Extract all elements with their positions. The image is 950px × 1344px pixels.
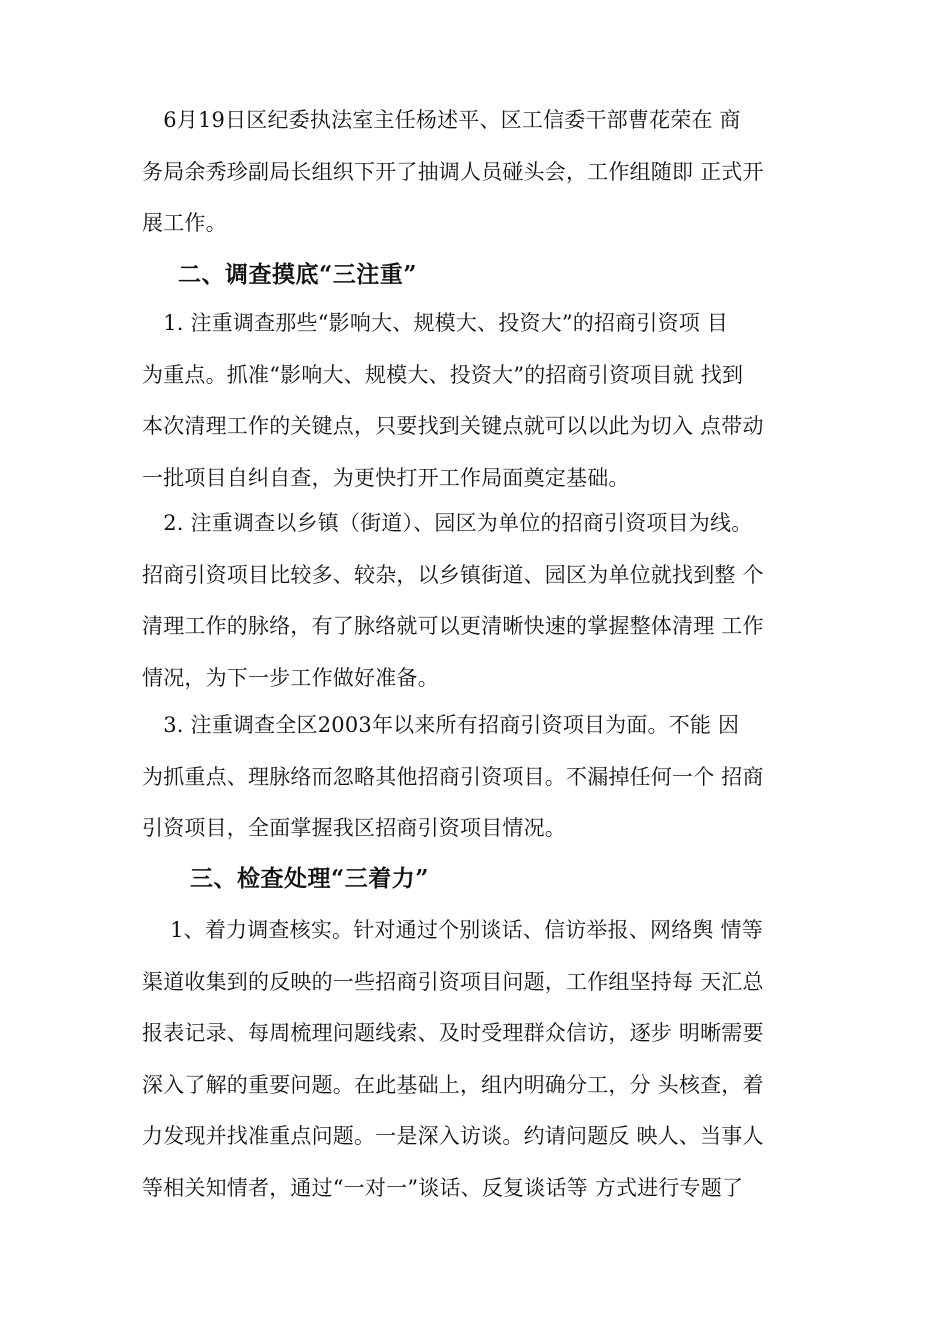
text-line: 1、着力调查核实。针对通过个别谈话、信访举报、网络舆 情等: [142, 918, 763, 942]
text-line: 引资项目，全面掌握我区招商引资项目情况。: [142, 816, 566, 840]
paragraph-meeting: [142, 95, 822, 250]
text-line: 情况，为下一步工作做好准备。: [142, 665, 439, 690]
text-line: 展工作。: [142, 211, 227, 235]
text-line: 6月19日区纪委执法室主任杨述平、区工信委干部曹花荣在 商: [142, 108, 741, 132]
text-line: 一批项目自纠自查，为更快打开工作局面奠定基础。: [142, 465, 630, 490]
text-line: 为抓重点、理脉络而忽略其他招商引资项目。不漏掉任何一个 招商: [142, 764, 764, 789]
text-line: 为重点。抓准“影响大、规模大、投资大”的招商引资项目就 找到: [142, 362, 744, 387]
text-line: 渠道收集到的反映的一些招商引资项目问题，工作组坚持每 天汇总: [142, 969, 764, 994]
section-heading-investigation: 二、调查摸底“三注重”: [178, 261, 417, 288]
text-line: 务局余秀珍副局长组织下开了抽调人员碰头会，工作组随即 正式开: [142, 159, 764, 184]
text-line: 等相关知情者，通过“一对一”谈话、反复谈话等 方式进行专题了: [142, 1175, 744, 1200]
text-line: 3. 注重调查全区2003年以来所有招商引资项目为面。不能 因: [142, 713, 740, 737]
text-line: 2. 注重调查以乡镇（街道）、园区为单位的招商引资项目为线。: [142, 511, 753, 535]
text-line: 深入了解的重要问题。在此基础上，组内明确分工，分 头核查，着: [142, 1072, 764, 1097]
text-line: 1. 注重调查那些“影响大、规模大、投资大”的招商引资项 目: [142, 311, 729, 335]
text-line: 报表记录、每周梳理问题线索、及时受理群众信访，逐步 明晰需要: [142, 1021, 764, 1045]
section-heading-inspection: 三、检查处理“三着力”: [190, 865, 429, 892]
text-line: 招商引资项目比较多、较杂，以乡镇街道、园区为单位就找到整 个: [142, 562, 764, 587]
text-line: 清理工作的脉络，有了脉络就可以更清晰快速的掌握整体清理 工作: [142, 614, 764, 638]
text-line: 本次清理工作的关键点，只要找到关键点就可以以此为切入 点带动: [142, 414, 764, 438]
paragraph-point-1: [142, 298, 822, 504]
text-line: 力发现并找准重点问题。一是深入访谈。约请问题反 映人、当事人: [142, 1124, 764, 1148]
paragraph-point-2: [142, 498, 822, 704]
paragraph-inspection-1: [142, 905, 822, 1214]
paragraph-point-3: [142, 700, 822, 855]
